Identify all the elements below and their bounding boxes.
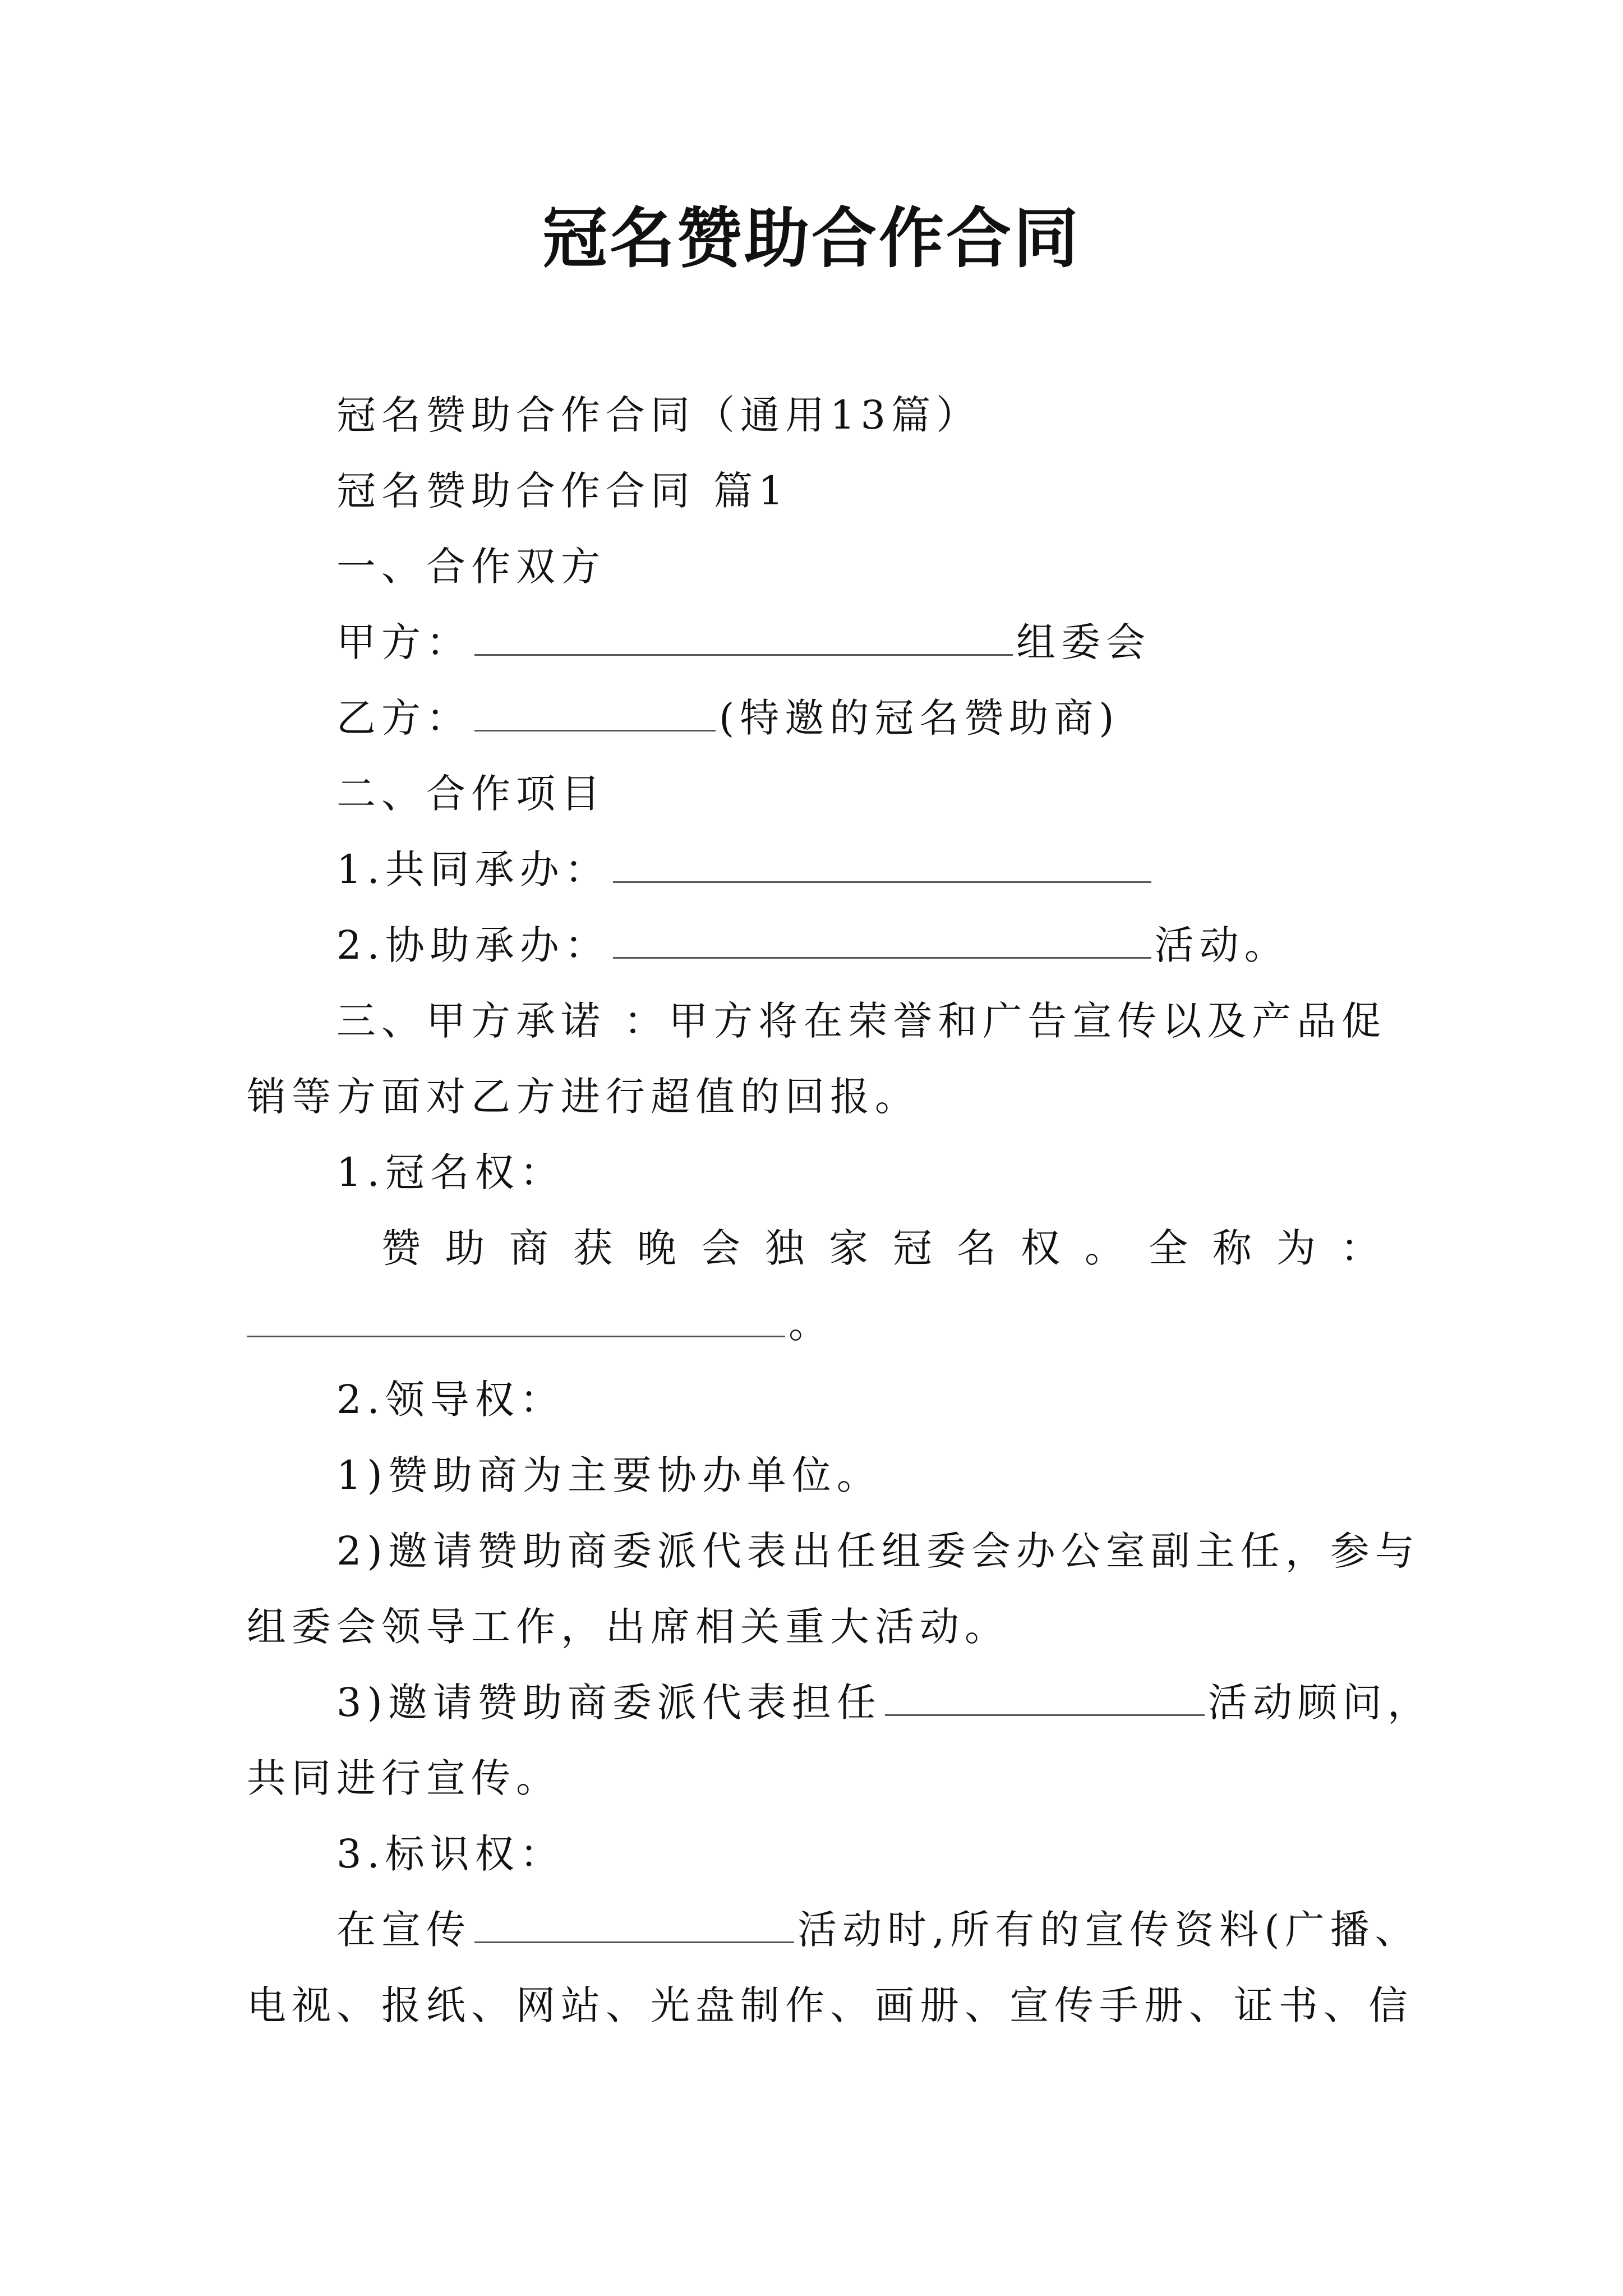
naming-char: 独: [765, 1225, 804, 1271]
naming-char: 为: [1276, 1225, 1316, 1271]
item-1-label: 1.共同承办：: [336, 846, 610, 892]
naming-char: 获: [573, 1225, 612, 1271]
item-1-line: [336, 841, 1155, 898]
leadership-title: 2.领导权：: [336, 1377, 565, 1423]
heading-parties: 一、合作双方: [336, 544, 606, 590]
party-a-line: [336, 614, 1151, 670]
mark-right-blank[interactable]: [474, 1907, 794, 1943]
naming-char: 冠: [893, 1225, 932, 1271]
naming-right-body: [381, 1220, 1380, 1276]
leadership-item-1: 1)赞助商为主要协办单位。: [336, 1452, 882, 1498]
mark-right-suffix: 活动时,所有的宣传资料(广播、: [797, 1907, 1420, 1953]
party-a-suffix: 组委会: [1016, 619, 1151, 665]
naming-right-end: 。: [789, 1301, 833, 1347]
item-2-blank[interactable]: [613, 922, 1151, 959]
heading-commitment-line2: 销等方面对乙方进行超值的回报。: [247, 1074, 920, 1120]
mark-right-line2: 电视、报纸、网站、光盘制作、画册、宣传手册、证书、信: [247, 1982, 1413, 2028]
item-2-line: [336, 917, 1289, 973]
party-a-label: 甲方：: [336, 619, 471, 665]
leadership-item-3-prefix: 3)邀请赞助商委派代表担任: [336, 1680, 882, 1726]
mark-right-prefix: 在宣传: [336, 1907, 471, 1953]
naming-char: 商: [509, 1225, 548, 1271]
party-b-suffix: (特邀的冠名赞助商): [719, 695, 1120, 741]
naming-right-blank[interactable]: [247, 1301, 785, 1337]
naming-char: 权: [1021, 1225, 1060, 1271]
naming-right-blank-line: [247, 1296, 833, 1352]
mark-right-line1: [336, 1902, 1420, 1958]
party-b-line: [336, 690, 1120, 746]
heading-projects: 二、合作项目: [336, 771, 606, 817]
naming-right-title: 1.冠名权：: [336, 1149, 565, 1195]
naming-char: 会: [701, 1225, 740, 1271]
naming-char: 晚: [637, 1225, 676, 1271]
naming-char: 家: [829, 1225, 868, 1271]
naming-char: 赞: [381, 1225, 421, 1271]
item-1-blank[interactable]: [613, 846, 1151, 883]
heading-commitment-line1: 三、甲方承诺 ：甲方将在荣誉和广告宣传以及产品促: [336, 998, 1387, 1044]
document-title: 冠名赞助合作合同: [542, 200, 1081, 277]
leadership-item-2-line2: 组委会领导工作，出席相关重大活动。: [247, 1604, 1009, 1650]
section-title: 冠名赞助合作合同 篇1: [336, 468, 789, 514]
party-b-blank[interactable]: [474, 695, 716, 731]
leadership-item-3-line2: 共同进行宣传。: [247, 1755, 561, 1801]
naming-char: 名: [957, 1225, 996, 1271]
naming-char: 全: [1149, 1225, 1188, 1271]
mark-right-title: 3.标识权：: [336, 1831, 565, 1877]
party-a-blank[interactable]: [474, 619, 1013, 656]
item-2-suffix: 活动。: [1154, 922, 1289, 968]
leadership-item-2-line1: 2)邀请赞助商委派代表出任组委会办公室副主任，参与: [336, 1528, 1420, 1574]
leadership-item-3-suffix: 活动顾问，: [1207, 1680, 1432, 1726]
leadership-item-3-line1: [336, 1674, 1432, 1731]
leadership-item-3-blank[interactable]: [885, 1680, 1205, 1716]
item-2-label: 2.协助承办：: [336, 922, 610, 968]
naming-char: ：: [1340, 1225, 1380, 1271]
document-subtitle: 冠名赞助合作合同（通用13篇）: [336, 392, 981, 438]
naming-char: 称: [1212, 1225, 1252, 1271]
naming-char: 助: [445, 1225, 485, 1271]
party-b-label: 乙方：: [336, 695, 471, 741]
naming-char: 。: [1085, 1225, 1124, 1271]
